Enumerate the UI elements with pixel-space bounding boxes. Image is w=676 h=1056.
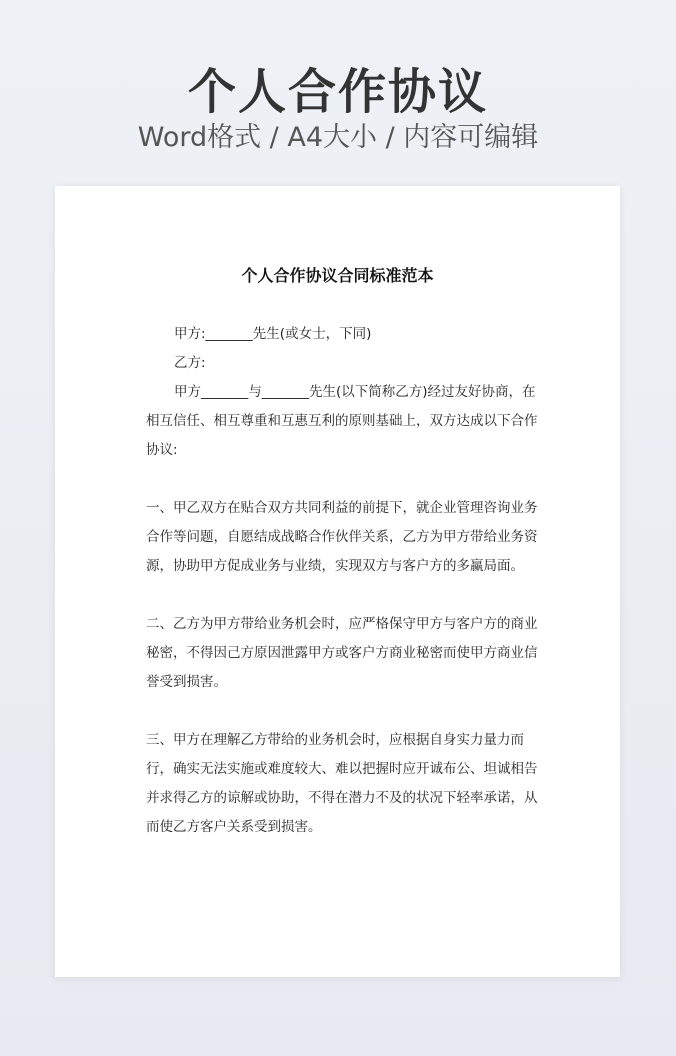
banner-subtitle: Word格式 / A4大小 / 内容可编辑 xyxy=(137,122,539,153)
paragraph-gap xyxy=(146,697,541,726)
intro-paragraph: 甲方_______与_______先生(以下简称乙方)经过友好协商，在相互信任、相互尊重和互惠互利的原则基础上，双方达成以下合作协议: xyxy=(146,384,538,458)
party-a-line: 甲方:_______先生(或女士，下同) xyxy=(174,326,372,342)
paragraph-gap xyxy=(146,581,541,610)
clause-2: 二、乙方为甲方带给业务机会时，应严格保守甲方与客户方的商业秘密，不得因己方原因泄露甲方或客户方商业秘密而使甲方商业信誉受到损害。 xyxy=(146,616,538,690)
clause-3: 三、甲方在理解乙方带给的业务机会时，应根据自身实力量力而行，确实无法实施或难度较大、难以把握时应开诚布公、坦诚相告并求得乙方的谅解或协助，不得在潜力不及的状况下轻率承诺，从而使乙方客户关系受到损害。 xyxy=(146,732,538,835)
document-page xyxy=(55,186,620,977)
document-body xyxy=(146,320,541,842)
party-b-line: 乙方: xyxy=(174,355,206,371)
document-title: 个人合作协议合同标准范本 xyxy=(241,266,434,285)
clause-1: 一、甲乙双方在贴合双方共同利益的前提下，就企业管理咨询业务合作等问题，自愿结成战略合作伙伴关系，乙方为甲方带给业务资源，协助甲方促成业务与业绩，实现双方与客户方的多赢局面。 xyxy=(146,500,538,574)
banner-title: 个人合作协议 xyxy=(187,64,488,120)
paragraph-gap xyxy=(146,465,541,494)
